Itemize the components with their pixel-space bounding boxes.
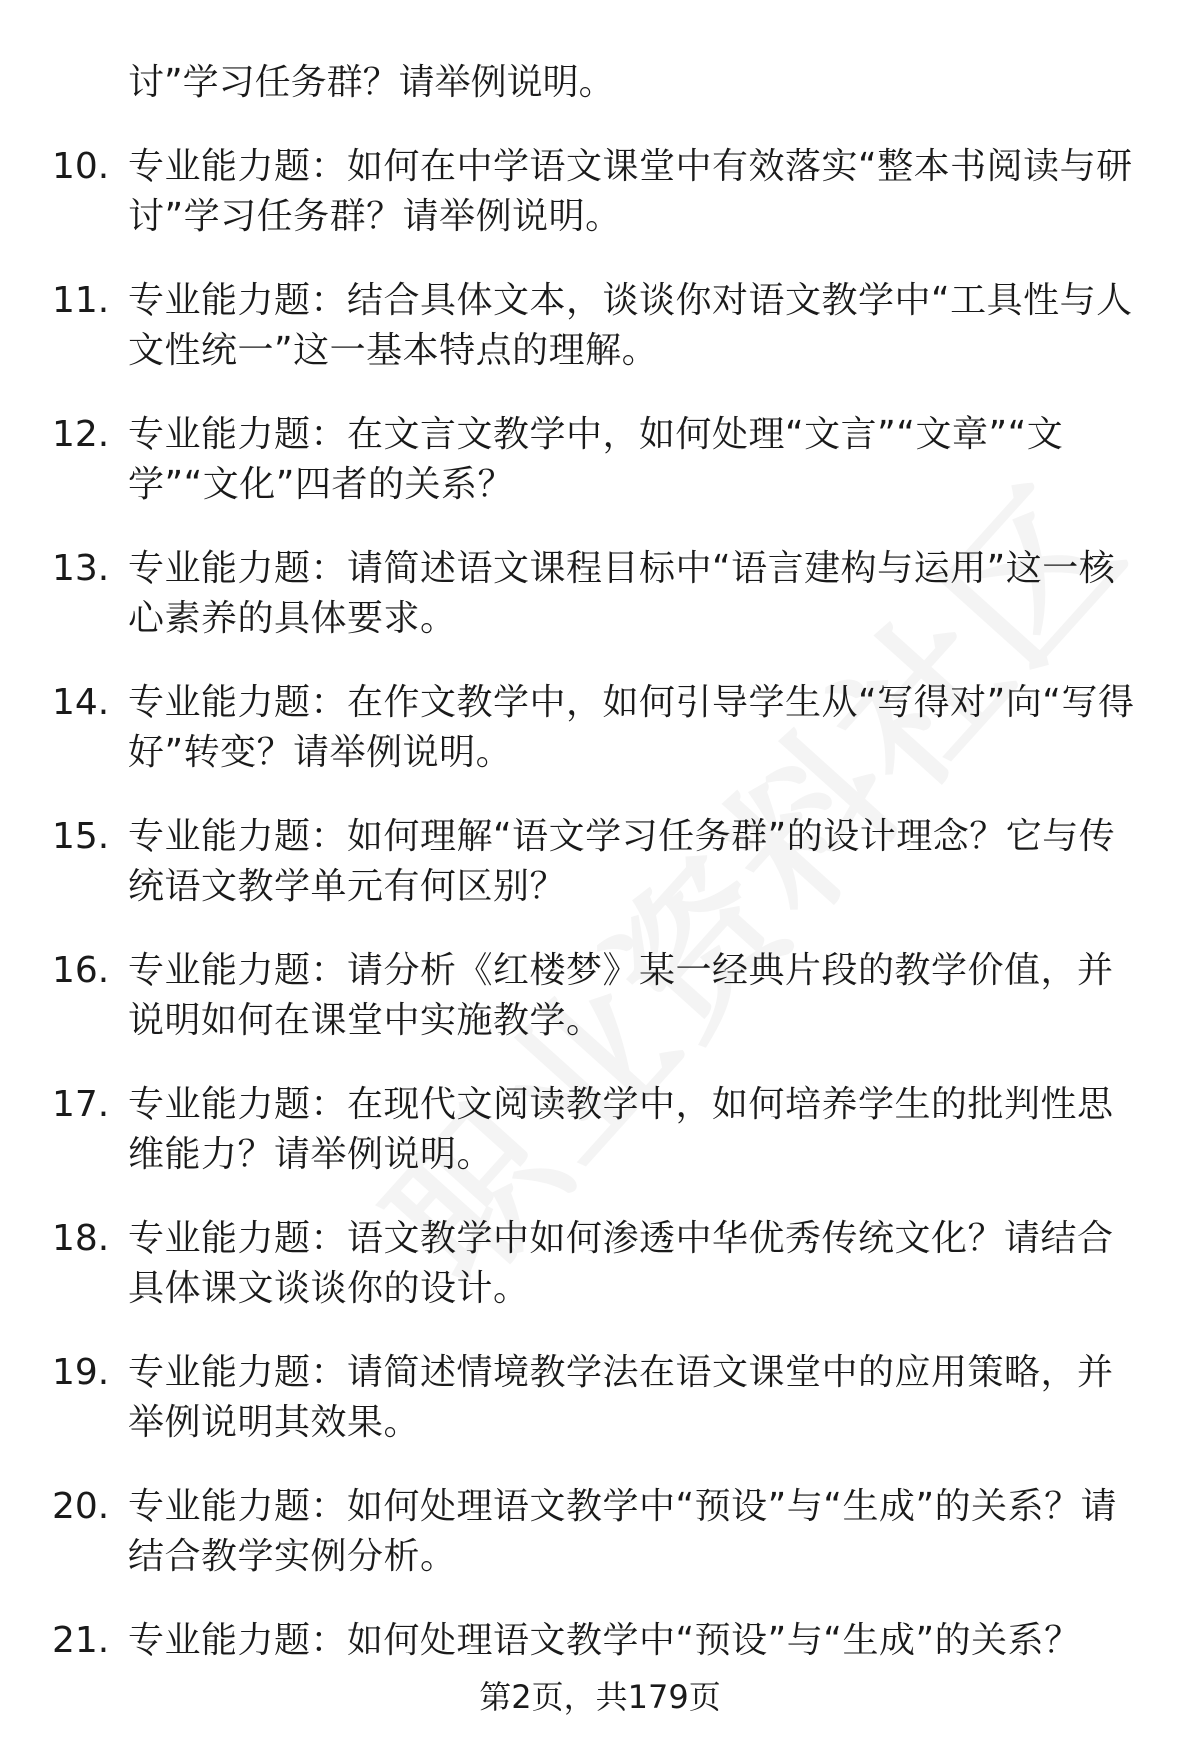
item-number: 10. xyxy=(52,146,110,187)
list-item xyxy=(0,946,1200,1046)
item-text: 专业能力题：请简述情境教学法在语文课堂中的应用策略，并举例说明其效果。 xyxy=(128,1352,1114,1443)
list-item xyxy=(0,1482,1200,1582)
list-item xyxy=(0,142,1200,242)
list-item xyxy=(0,544,1200,644)
item-number: 11. xyxy=(52,280,110,321)
item-text: 专业能力题：语文教学中如何渗透中华优秀传统文化？请结合具体课文谈谈你的设计。 xyxy=(128,1218,1114,1309)
item-text: 专业能力题：在文言文教学中，如何处理“文言”“文章”“文学”“文化”四者的关系？ xyxy=(128,414,1064,505)
item-text: 专业能力题：请分析《红楼梦》某一经典片段的教学价值，并说明如何在课堂中实施教学。 xyxy=(128,950,1114,1041)
item-text: 专业能力题：如何处理语文教学中“预设”与“生成”的关系？ xyxy=(128,1620,1081,1661)
item-number: 19. xyxy=(52,1352,110,1393)
list-item xyxy=(0,812,1200,912)
question-list xyxy=(0,58,1200,1700)
item-number: 13. xyxy=(52,548,110,589)
item-number: 16. xyxy=(52,950,110,991)
list-item xyxy=(0,1214,1200,1314)
item-number: 14. xyxy=(52,682,110,723)
item-number: 21. xyxy=(52,1620,110,1661)
item-text: 专业能力题：请简述语文课程目标中“语言建构与运用”这一核心素养的具体要求。 xyxy=(128,548,1116,639)
list-item xyxy=(0,276,1200,376)
list-item xyxy=(0,678,1200,778)
item-number: 12. xyxy=(52,414,110,455)
item-number: 18. xyxy=(52,1218,110,1259)
item-text: 专业能力题：如何在中学语文课堂中有效落实“整本书阅读与研讨”学习任务群？请举例说明。 xyxy=(128,146,1133,237)
list-item xyxy=(0,410,1200,510)
item-text: 专业能力题：如何理解“语文学习任务群”的设计理念？它与传统语文教学单元有何区别？ xyxy=(128,816,1116,907)
item-number: 15. xyxy=(52,816,110,857)
page-footer: 第2页，共179页 xyxy=(479,1678,721,1716)
item-text: 专业能力题：结合具体文本，谈谈你对语文教学中“工具性与人文性统一”这一基本特点的理解。 xyxy=(128,280,1133,371)
item-text: 专业能力题：如何处理语文教学中“预设”与“生成”的关系？请结合教学实例分析。 xyxy=(128,1486,1118,1577)
list-item xyxy=(0,1080,1200,1180)
item-number: 17. xyxy=(52,1084,110,1125)
list-item xyxy=(0,1348,1200,1448)
item-number: 20. xyxy=(52,1486,110,1527)
item-text: 专业能力题：在现代文阅读教学中，如何培养学生的批判性思维能力？请举例说明。 xyxy=(128,1084,1114,1175)
item-text: 专业能力题：在作文教学中，如何引导学生从“写得对”向“写得好”转变？请举例说明。 xyxy=(128,682,1135,773)
list-item xyxy=(0,1616,1200,1666)
continuation-text: 讨”学习任务群？请举例说明。 xyxy=(128,62,615,103)
